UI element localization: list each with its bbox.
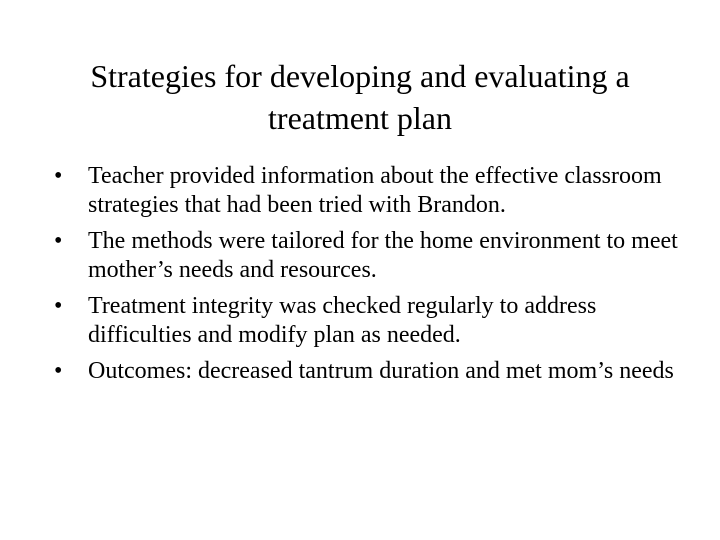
bullet-dot-icon: • — [54, 293, 63, 319]
bullet-dot-icon: • — [54, 228, 63, 254]
bullet-text: Outcomes: decreased tantrum duration and met mom’s needs — [88, 358, 674, 384]
bullet-dot-icon: • — [54, 163, 63, 189]
bullet-text: The methods were tailored for the home environment to meet mother’s needs and resources. — [88, 228, 678, 283]
bullet-dot-icon: • — [54, 358, 63, 384]
bullet-list — [54, 162, 684, 393]
slide-title: Strategies for developing and evaluating a treatment plan — [90, 58, 630, 136]
bullet-text: Treatment integrity was checked regularly to address difficulties and modify plan as needed. — [88, 293, 597, 348]
bullet-item — [54, 162, 684, 220]
bullet-item — [54, 227, 684, 285]
bullet-item — [54, 357, 684, 386]
bullet-text: Teacher provided information about the effective classroom strategies that had been tried with Brandon. — [88, 163, 662, 218]
bullet-item — [54, 292, 684, 350]
